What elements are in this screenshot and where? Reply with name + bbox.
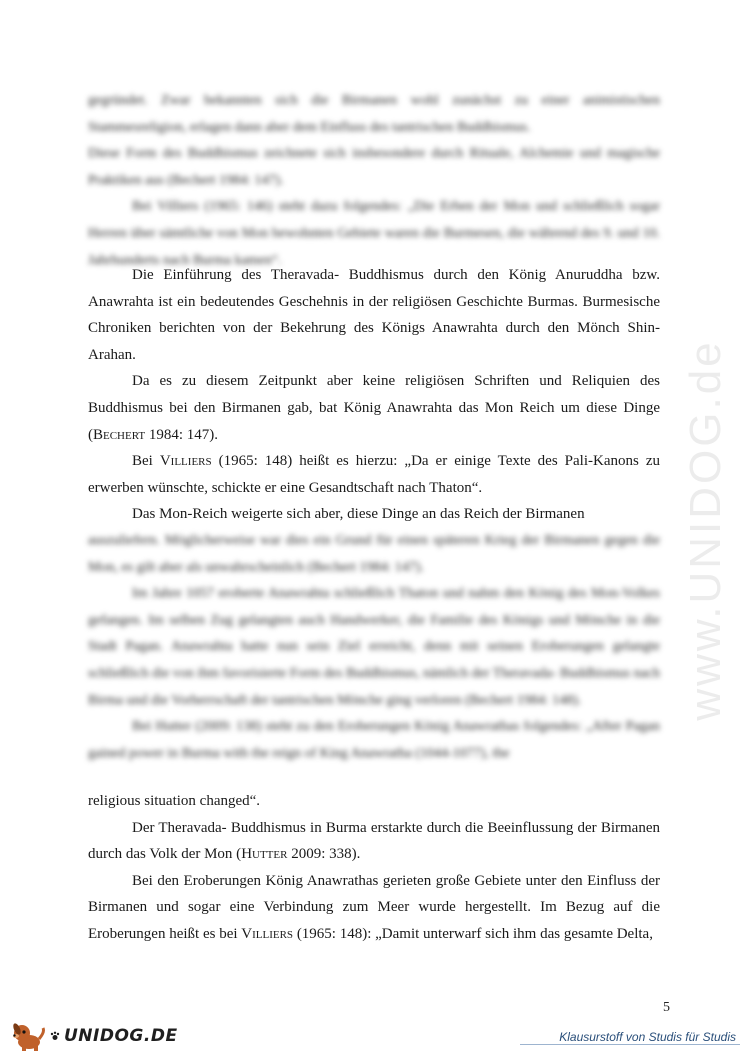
- paragraph-9-blurred: Bei Hutter (2009: 138) steht zu den Eroberungen König Anawrathas folgendes: „After Pagan gained power in Burma with the reign of King Anawratha (1044-1077), the: [88, 719, 660, 761]
- paragraph-5-text: Da es zu diesem Zeitpunkt aber keine religiösen Schriften und Reliquien des Buddhismus bei den Birmanen gab, bat König Anawrahta das Mon Reich um diese Dinge (: [88, 373, 660, 443]
- paragraph-7-blurred: auszuliefern. Möglicherweise war dies ein Grund für einen späteren Krieg der Birmanen gegen die Mon, es gilt aber als unwahrscheinlich (Bechert 1984: 147).: [88, 533, 660, 575]
- paw-icon: [50, 1031, 60, 1041]
- dog-mascot-icon: [10, 1020, 46, 1052]
- paragraph-8: Im Jahre 1057 eroberte Anawrahta schließlich Thaton und nahm den König des Mon-Volkes gefangen. Im selben Zug gelangten auch Handwerker, die Familie des Königs und Mönche in die Stadt Pagan. Anawrahta hatte nun sein Ziel erreicht, denn mit seinen Eroberungen gelangte schließlich die von ihm favorisierte Form des Buddhismus, nämlich der Theravada- Buddhismus nach Birma und die Vorherrschaft der tantrischen Mönche ging verloren (Bechert 1984: 148).: [88, 586, 660, 708]
- logo-text: UNIDOG.DE: [64, 1026, 178, 1046]
- paragraph-5: [88, 368, 660, 448]
- paragraph-4: Die Einführung des Theravada- Buddhismus durch den König Anuruddha bzw. Anawrahta ist ein bedeutendes Geschehnis in der religiösen Geschichte Burmas. Burmesische Chroniken berichten von der Bekehrung des Königs Anawrahta durch den Mönch Shin-Arahan.: [88, 267, 660, 363]
- watermark-text: www.UNIDOG.de: [681, 339, 730, 721]
- paragraph-11: [88, 868, 660, 948]
- paragraph-6-pre: Bei: [132, 453, 160, 470]
- unidog-logo[interactable]: [10, 1020, 178, 1052]
- watermark: [676, 330, 736, 730]
- citation-reference: (1965: 148): „Damit unterwarf sich ihm das gesamte Delta,: [293, 925, 653, 942]
- paragraph-6-text: (1965: 148) heißt es hierzu: „Da er einige Texte des Pali-Kanons zu erwerben wünschte, schickte er eine Gesandtschaft nach Thaton“.: [88, 453, 660, 496]
- paragraph-1: gegründet. Zwar bekannten sich die Birmanen wohl zunächst zu einer animistischen Stammesreligion, erlagen dann aber dem Einfluss des tantrischen Buddhismus.: [88, 93, 660, 135]
- footer-tagline: Klausurstoff von Studis für Studis: [559, 1030, 736, 1044]
- paragraph-2: Diese Form des Buddhismus zeichnete sich insbesondere durch Rituale, Alchemie und magische Praktiken aus (Bechert 1984: 147).: [88, 146, 660, 188]
- paragraph-9-clear: religious situation changed“.: [88, 793, 261, 809]
- clear-section-middle: [88, 262, 660, 528]
- citation-author: Hutter: [241, 846, 288, 863]
- footer-divider: [520, 1044, 740, 1045]
- page-number: 5: [663, 1000, 670, 1015]
- blurred-section-top: [88, 88, 660, 274]
- citation-author: Villiers: [159, 453, 212, 470]
- paragraph-6: [88, 448, 660, 501]
- paragraph-3: Bei Villiers (1965: 146) steht dazu folgendes: „Die Erben der Mon und schließlich sogar Herren über sämtliche von Mon bewohnten Gebiete waren die Burmesen, die während des 9. und 10. Jahrhunderts nach Burma kamen“.: [88, 199, 660, 268]
- paragraph-11-text: Bei den Eroberungen König Anawrathas gerieten große Gebiete unter den Einfluss der Birmanen und sogar eine Verbindung zum Meer wurde hergestellt. Im Bezug auf die Eroberungen heißt es bei: [88, 872, 660, 942]
- citation-reference: 2009: 338).: [287, 846, 361, 863]
- citation-author: Villiers: [241, 925, 294, 942]
- citation-author: Bechert: [93, 426, 146, 443]
- citation-reference: 1984: 147).: [145, 426, 219, 443]
- blurred-section-middle: [88, 528, 660, 767]
- paragraph-10-text: Der Theravada- Buddhismus in Burma erstarkte durch die Beeinflussung der Birmanen durch das Volk der Mon (: [88, 819, 660, 863]
- paragraph-10: [88, 815, 660, 868]
- clear-section-bottom: [88, 788, 660, 948]
- paragraph-7-clear: Das Mon-Reich weigerte sich aber, diese Dinge an das Reich der Birmanen: [132, 506, 585, 523]
